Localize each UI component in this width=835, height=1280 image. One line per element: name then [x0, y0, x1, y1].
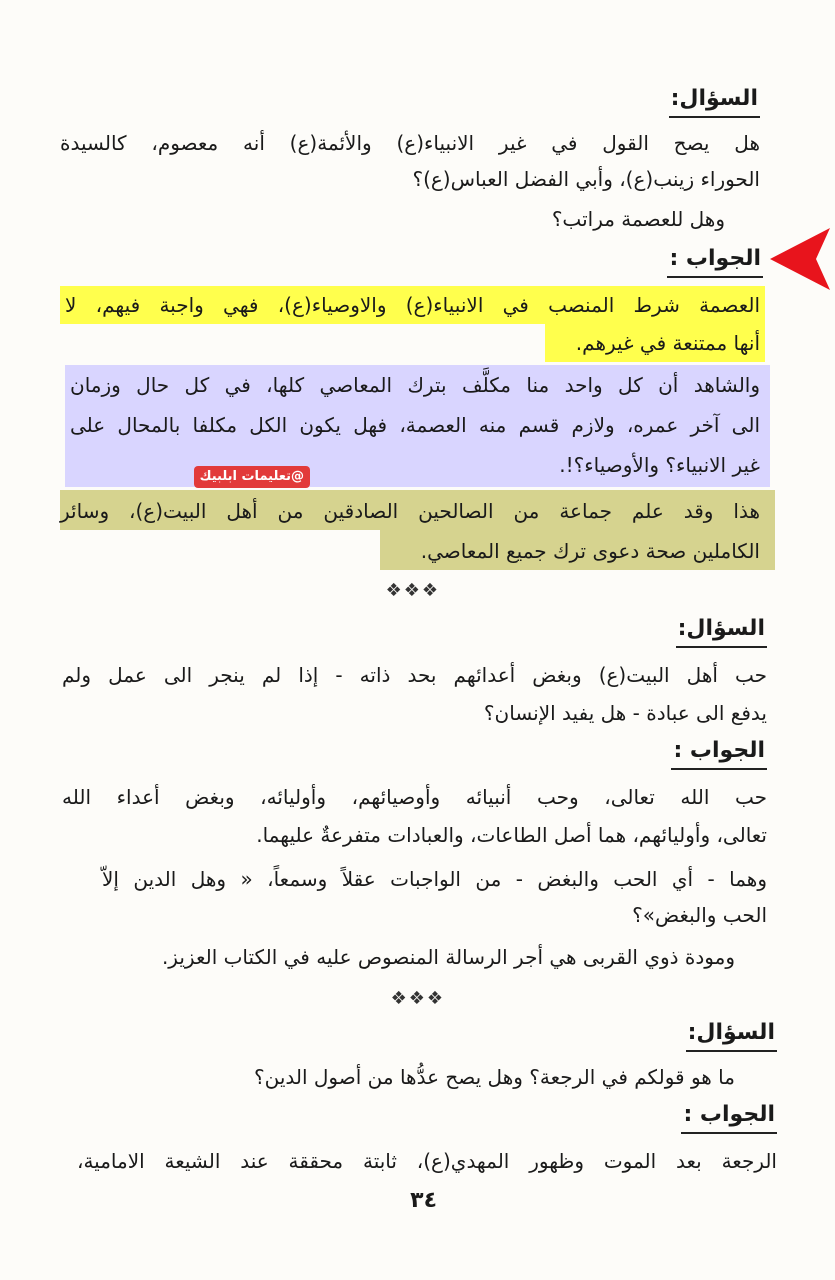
question-heading-1: السؤال: [669, 84, 760, 118]
answer-1-olive-line-1: هذا وقد علم جماعة من الصالحين الصادقين من أهل البيت(ع)، وسائر [60, 499, 760, 523]
question-3-line-1: ما هو قولكم في الرجعة؟ وهل يصح عدُّها من أصول الدين؟ [253, 1065, 735, 1089]
answer-1-yellow-line-2: أنها ممتنعة في غيرهم. [575, 331, 760, 355]
question-1-line-1: هل يصح القول في غير الانبياء(ع) والأئمة(ع) أنه معصوم، كالسيدة [60, 131, 760, 155]
red-arrow-icon [770, 228, 830, 290]
answer-2-line-2: تعالى، وأوليائهم، هما أصل الطاعات، والعبادات متفرعةٌ عليهما. [256, 823, 767, 847]
section-separator-2: ❖❖❖ [390, 988, 445, 1009]
answer-1-purple-line-1: والشاهد أن كل واحد منا مكلَّف بترك المعاصي كلها، في كل حال وزمان [70, 373, 760, 397]
answer-2-line-1: حب الله تعالى، وحب أنبيائه وأوصيائهم، وأوليائه، وبغض أعداء الله [62, 785, 767, 809]
question-heading-3: السؤال: [686, 1018, 777, 1052]
answer-3-line-1: الرجعة بعد الموت وظهور المهدي(ع)، ثابتة محققة عند الشيعة الامامية، [77, 1149, 777, 1173]
answer-1-yellow-line-1: العصمة شرط المنصب في الانبياء(ع) والاوصياء(ع)، فهي واجبة فيهم، لا [65, 293, 760, 317]
question-heading-2: السؤال: [676, 614, 767, 648]
section-separator-1: ❖❖❖ [385, 580, 440, 601]
question-2-line-1: حب أهل البيت(ع) وبغض أعدائهم بحد ذاته - إذا لم ينجر الى عمل ولم [62, 663, 767, 687]
question-1-line-3: وهل للعصمة مراتب؟ [551, 207, 725, 231]
answer-2-line-4: الحب والبغض»؟ [632, 903, 767, 927]
answer-1-olive-line-2: الكاملين صحة دعوى ترك جميع المعاصي. [420, 539, 760, 563]
answer-heading-1: الجواب : [667, 244, 763, 278]
question-2-line-2: يدفع الى عبادة - هل يفيد الإنسان؟ [483, 701, 767, 725]
question-1-line-2: الحوراء زينب(ع)، وأبي الفضل العباس(ع)؟ [412, 167, 760, 191]
answer-1-purple-line-3: غير الانبياء؟ والأوصياء؟!. [559, 453, 760, 477]
answer-heading-3: الجواب : [681, 1100, 777, 1134]
answer-2-line-3: وهما - أي الحب والبغض - من الواجبات عقلاً وسمعاً، « وهل الدين إلاّ [102, 867, 767, 891]
answer-heading-2: الجواب : [671, 736, 767, 770]
watermark-badge: @تعليمات ابلبيك [194, 466, 310, 488]
answer-2-line-5: ومودة ذوي القربى هي أجر الرسالة المنصوص عليه في الكتاب العزيز. [161, 945, 735, 969]
answer-1-purple-line-2: الى آخر عمره، ولازم قسم منه العصمة، فهل يكون الكل مكلفا بالمحال على [70, 413, 760, 437]
page-number: ٣٤ [410, 1188, 437, 1213]
